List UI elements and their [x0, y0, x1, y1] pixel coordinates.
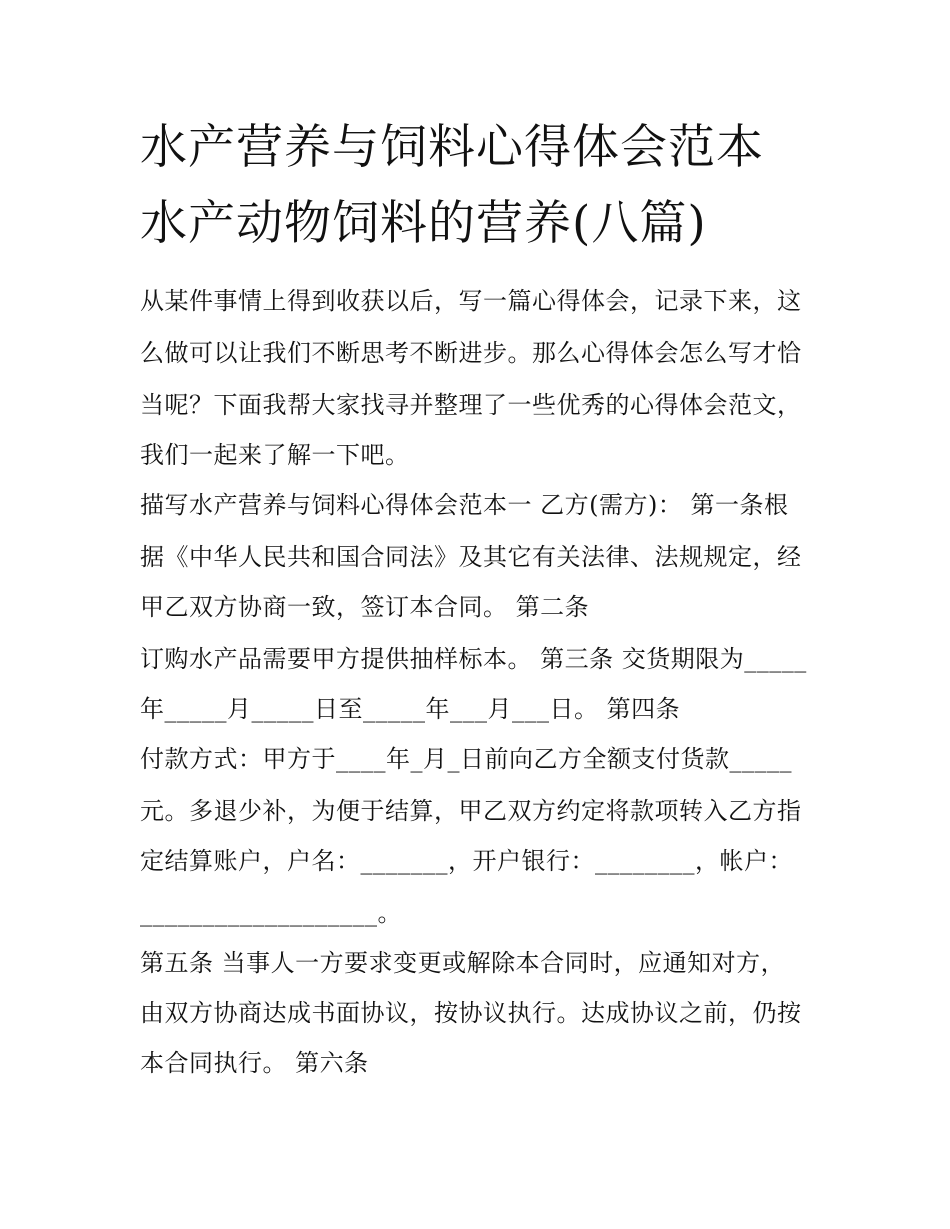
- body-line: ___________________。: [140, 899, 402, 927]
- body-line: 年_____月_____日至_____年___月___日。 第四条: [140, 695, 681, 723]
- body-line: 定结算账户，户名：_______，开户银行：________，帐户：: [140, 847, 793, 875]
- body-line: 甲乙双方协商一致，签订本合同。 第二条: [140, 593, 590, 621]
- body-line: 本合同执行。 第六条: [140, 1049, 369, 1077]
- body-line: 当呢？下面我帮大家找寻并整理了一些优秀的心得体会范文，: [140, 391, 802, 419]
- body-line: 订购水产品需要甲方提供抽样标本。 第三条 交货期限为_____: [140, 645, 807, 673]
- body-line: 描写水产营养与饲料心得体会范本一 乙方(需方)： 第一条根: [140, 491, 789, 519]
- body-line: 付款方式：甲方于____年_月_日前向乙方全额支付货款_____: [140, 745, 792, 773]
- body-line: 由双方协商达成书面协议，按协议执行。达成协议之前，仍按: [140, 999, 802, 1027]
- body-line: 从某件事情上得到收获以后，写一篇心得体会，记录下来，这: [140, 287, 802, 315]
- body-line: 我们一起来了解一下吧。: [140, 441, 410, 469]
- document-title-line-2: 水产动物饲料的营养(八篇): [140, 196, 707, 251]
- body-line: 据《中华人民共和国合同法》及其它有关法律、法规规定，经: [140, 543, 802, 571]
- body-line: 第五条 当事人一方要求变更或解除本合同时，应通知对方，: [140, 949, 786, 977]
- document-title-line-1: 水产营养与饲料心得体会范本: [140, 120, 764, 175]
- body-line: 元。多退少补，为便于结算，甲乙双方约定将款项转入乙方指: [140, 797, 802, 825]
- body-line: 么做可以让我们不断思考不断进步。那么心得体会怎么写才恰: [140, 339, 802, 367]
